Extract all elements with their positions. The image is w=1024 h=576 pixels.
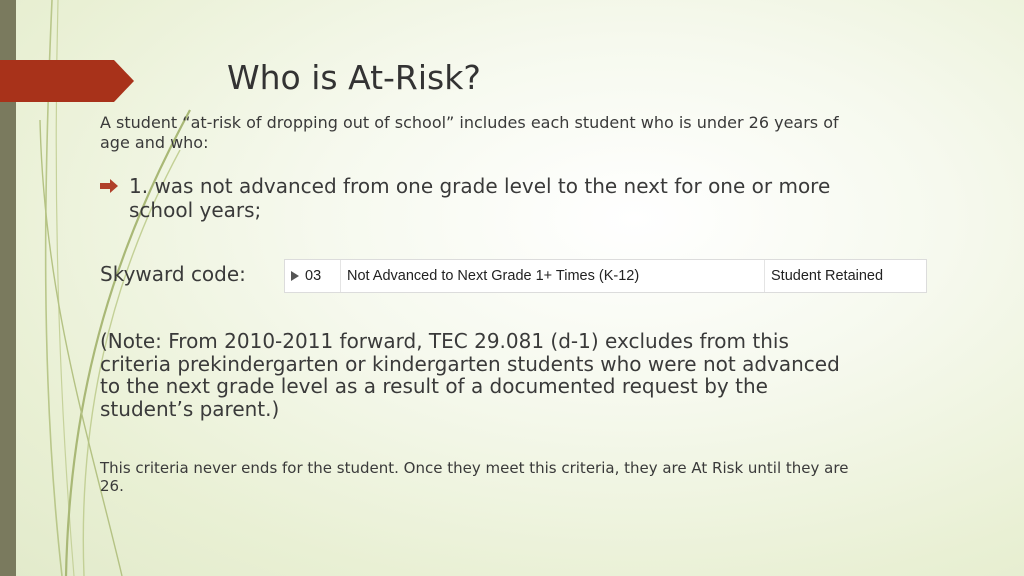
intro-text: A student “at-risk of dropping out of school” includes each student who is under 26 years of age and who: <box>100 113 839 152</box>
arrow-bullet-icon <box>100 179 118 193</box>
footer-text: This criteria never ends for the student. Once they meet this criteria, they are At Risk until they are 26. <box>100 459 849 495</box>
skyward-code-label: Skyward code: <box>100 262 246 286</box>
bullet-item <box>100 174 860 222</box>
row-expand-arrow-icon <box>291 271 299 281</box>
code-description-cell: Not Advanced to Next Grade 1+ Times (K-12) <box>341 260 765 292</box>
skyward-code-row <box>284 259 927 293</box>
note-text: (Note: From 2010-2011 forward, TEC 29.081 (d-1) excludes from this criteria prekindergarten or kindergarten students who were not advanced to the next grade level as a result of a documented request by the student’s parent.) <box>100 329 840 421</box>
bullet-text: 1. was not advanced from one grade level to the next for one or more school years; <box>129 174 831 222</box>
code-cell: 03 <box>299 260 341 292</box>
slide-title: Who is At-Risk? <box>227 58 481 97</box>
title-accent-arrow <box>0 60 134 102</box>
code-status-cell: Student Retained <box>771 268 884 284</box>
